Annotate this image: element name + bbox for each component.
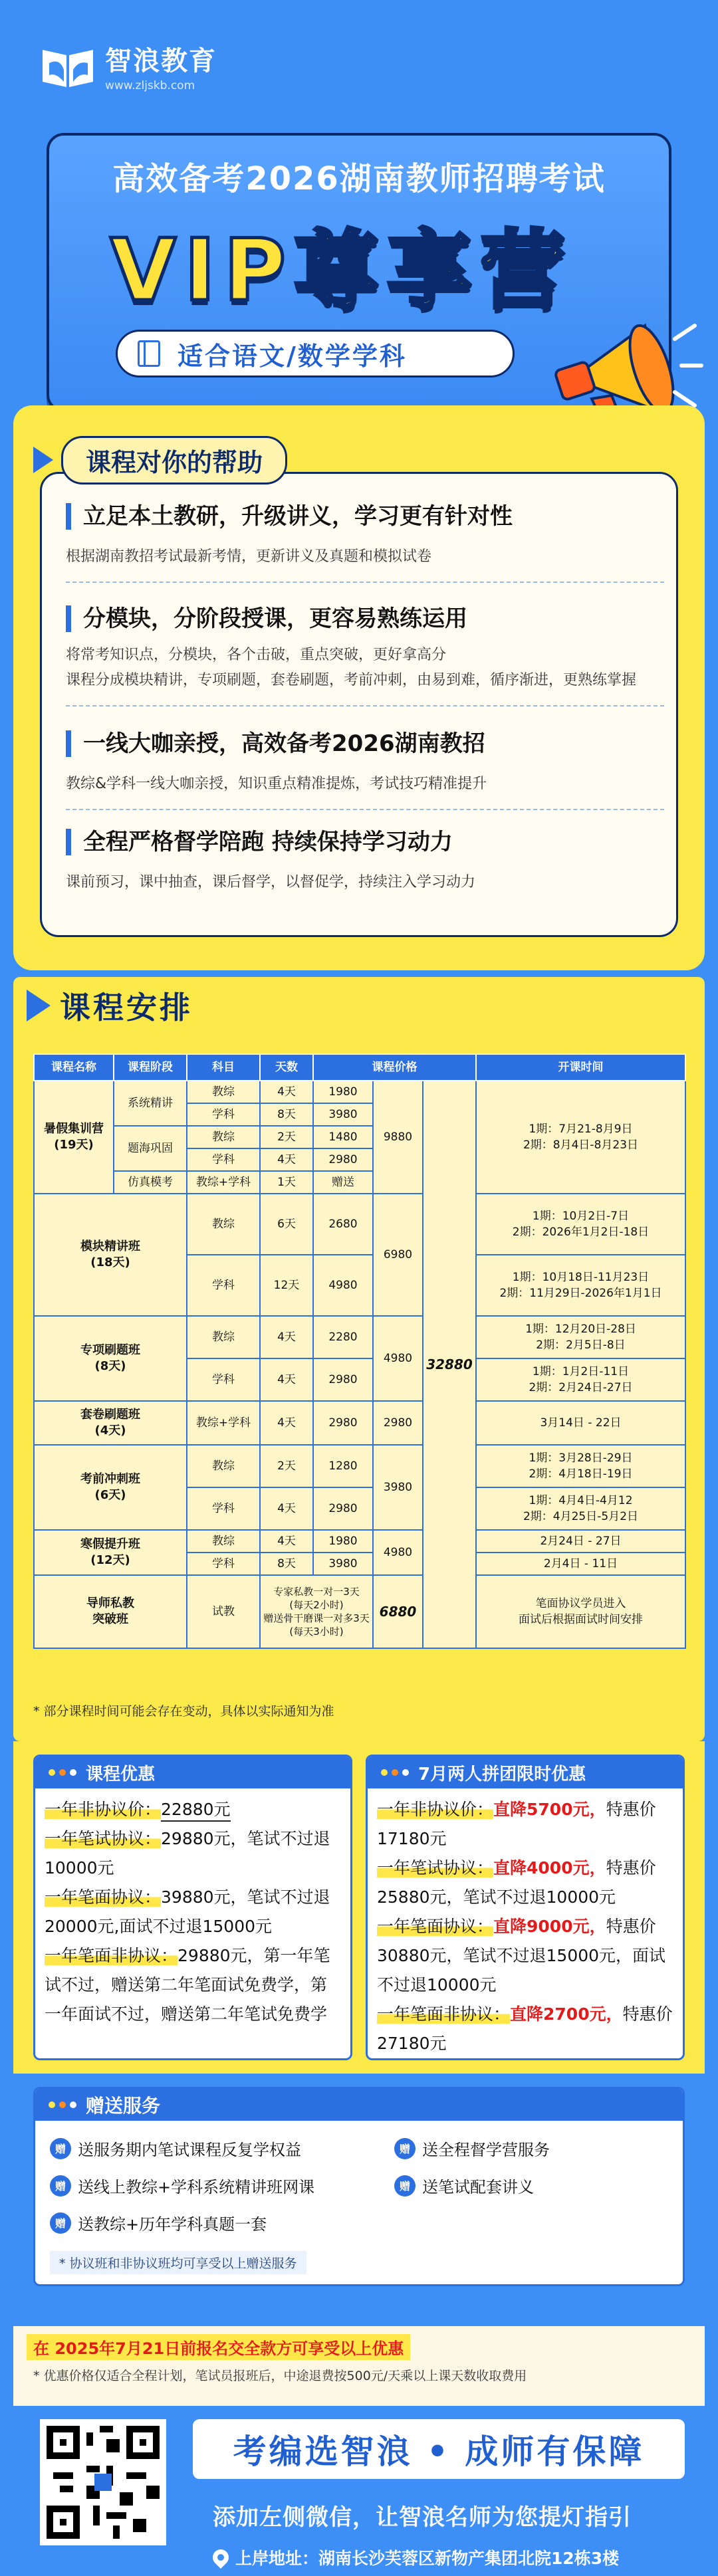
help-item-desc: 课前预习，课中抽查，课后督学，以督促学，持续注入学习动力 <box>66 874 476 891</box>
promo-group-body <box>368 1788 683 2060</box>
subtotal: 2980 <box>373 1401 423 1445</box>
book-icon <box>138 340 160 367</box>
subject-pill <box>116 330 515 377</box>
schedule-section-tag <box>27 984 193 1027</box>
deadline-note: * 优惠价格仅适合全程计划，笔试员报班后，中途退费按500元/天乘以上课天数收取费用 <box>33 2369 527 2383</box>
table-row: 考前冲刺班 (6天) 教综 2天 1280 3980 1期：3月28日-29日 2期：4月18日-19日 <box>34 1445 685 1487</box>
promo-group-title: 7月两人拼团限时优惠 <box>418 1764 586 1784</box>
triangle-icon <box>27 990 51 1021</box>
help-item <box>66 725 664 810</box>
col-header: 天数 <box>260 1054 313 1081</box>
course-time: 1期：7月21-8月9日 2期：8月4日-8月23日 <box>476 1081 685 1194</box>
gift-item: 赠 送笔试配套讲义 <box>394 2174 534 2197</box>
course-time: 1期：10月18日-11月23日 2期：11月29日-2026年1月1日 <box>476 1255 685 1316</box>
table-row: 仿真模考 教综+学科 1天 赠送 <box>34 1171 685 1194</box>
promo-line: 一年笔面协议：39880元，笔试不过退20000元,面试不过退15000元 <box>45 1887 330 1936</box>
course-name: 暑假集训营 (19天) <box>34 1081 114 1194</box>
help-item-desc: 将常考知识点，分模块，各个击破，重点突破，更好拿高分 <box>66 647 447 663</box>
course-time: 1期：3月28日-29日 2期：4月18日-19日 <box>476 1445 685 1487</box>
gift-box <box>33 2087 685 2286</box>
hero-title: VIP尊享营 <box>110 221 574 320</box>
table-row: 专项刷题班 (8天) 教综 4天 2280 4980 1期：12月20日-28日 2期：2月5日-8日 <box>34 1316 685 1358</box>
total-price: 32880 <box>423 1081 476 1648</box>
gift-note: * 协议班和非协议班均可享受以上赠送服务 <box>50 2251 306 2274</box>
wechat-qr-code[interactable] <box>40 2419 166 2545</box>
subtotal: 3980 <box>373 1445 423 1530</box>
course-name: 套卷刷题班 (4天) <box>34 1401 187 1445</box>
course-name: 导师私教 突破班 <box>34 1575 187 1648</box>
help-item <box>66 823 664 895</box>
mentor-price: 6880 <box>373 1575 423 1648</box>
course-time: 3月14日 - 22日 <box>476 1401 685 1445</box>
promo-line: 一年非协议价：22880元 <box>45 1795 341 1824</box>
col-header: 科目 <box>187 1054 260 1081</box>
promo-course-box <box>33 1755 352 2060</box>
table-header-row <box>34 1054 685 1081</box>
location-pin-icon <box>209 2546 232 2569</box>
help-item-desc: 教综&学科一线大咖亲授，知识重点精准提炼，考试技巧精准提升 <box>66 776 487 792</box>
help-section <box>13 405 705 970</box>
help-item <box>66 600 664 706</box>
gift-title: 赠送服务 <box>86 2095 161 2117</box>
course-time: 2月4日 - 11日 <box>476 1553 685 1575</box>
course-time: 1期：4月4日-4月12 2期：4月25日-5月2日 <box>476 1487 685 1530</box>
promo-line: 一年笔试协议：29880元，笔试不过退10000元 <box>45 1829 330 1878</box>
col-header: 课程价格 <box>313 1054 476 1081</box>
slogan-banner: 考编选智浪 • 成师有保障 <box>193 2419 685 2479</box>
table-row: 学科 12天 4980 1期：10月18日-11月23日 2期：11月29日-2026年1月1日 <box>34 1255 685 1316</box>
course-time: 笔面协议学员进入 面试后根据面试时间安排 <box>476 1575 685 1648</box>
gift-icon: 赠 <box>50 2175 71 2197</box>
subtotal: 9880 <box>373 1081 423 1194</box>
course-name: 模块精讲班 (18天) <box>34 1194 187 1316</box>
course-name: 专项刷题班 (8天) <box>34 1316 187 1401</box>
help-section-title: 课程对你的帮助 <box>61 436 287 484</box>
logo-url: www.zljskb.com <box>105 79 195 92</box>
schedule-section-title: 课程安排 <box>60 990 193 1025</box>
subtotal: 4980 <box>373 1316 423 1401</box>
dots-icon <box>49 1769 76 1776</box>
course-time: 1期：10月2日-7日 2期：2026年1月2日-18日 <box>476 1194 685 1255</box>
promo-line: 一年笔面非协议：29880元，第一年笔试不过，赠送第二年笔面试免费学，第一年面试不过，赠送第二年笔试免费学 <box>45 1946 330 2024</box>
gift-icon: 赠 <box>50 2138 71 2159</box>
table-row: 学科 8天 3980 2月4日 - 11日 <box>34 1553 685 1575</box>
gift-item: 赠 送全程督学营服务 <box>394 2137 550 2160</box>
triangle-icon <box>33 447 53 473</box>
promo-line: 一年笔试协议：直降4000元，特惠价25880元，笔试不过退10000元 <box>377 1858 656 1907</box>
table-row: 寒假提升班 (12天) 教综 4天 1980 4980 2月24日 - 27日 <box>34 1530 685 1553</box>
help-item-desc: 根据湖南教招考试最新考情，更新讲义及真题和模拟试卷 <box>66 548 432 565</box>
brand-logo <box>40 40 217 92</box>
help-item-title: 一线大咖亲授，高效备考2026湖南教招 <box>83 730 485 757</box>
hero-subtitle: 高效备考2026湖南教师招聘考试 <box>112 160 606 197</box>
gift-icon: 赠 <box>50 2212 71 2234</box>
gift-item: 赠 送线上教综+学科系统精讲班网课 <box>50 2174 314 2197</box>
subject-text: 适合语文/数学学科 <box>178 341 407 371</box>
help-card <box>40 472 678 937</box>
course-time: 1期：12月20日-28日 2期：2月5日-8日 <box>476 1316 685 1358</box>
course-name: 寒假提升班 (12天) <box>34 1530 187 1575</box>
promo-group-box <box>366 1755 685 2060</box>
dots-icon <box>381 1769 409 1776</box>
table-row: 题海巩固 教综 2天 1480 <box>34 1126 685 1148</box>
promo-course-title: 课程优惠 <box>86 1764 156 1784</box>
logo-name: 智浪教育 <box>105 46 217 76</box>
promo-line: 一年笔面协议：直降9000元，特惠价30880元，笔试不过退15000元，面试不过退10000元 <box>377 1917 666 1994</box>
help-item-title: 立足本土教研，升级讲义，学习更有针对性 <box>83 503 513 530</box>
promo-group-head <box>368 1757 683 1788</box>
help-item-title: 全程严格督学陪跑 持续保持学习动力 <box>83 829 453 855</box>
promo-course-head <box>35 1757 350 1788</box>
address-text: 上岸地址：湖南长沙芙蓉区新物产集团北院12栋3楼 <box>235 2549 620 2568</box>
help-item <box>66 498 664 583</box>
help-item-title: 分模块，分阶段授课，更容易熟练运用 <box>83 605 467 632</box>
gift-icon: 赠 <box>394 2175 416 2197</box>
table-row: 暑假集训营 (19天) 系统精讲 教综 4天 1980 9880 32880 1期：7月21-8月9日 2期：8月4日-8月23日 <box>34 1081 685 1103</box>
promo-line: 一年笔面非协议：直降2700元，特惠价27180元 <box>377 2004 673 2053</box>
course-stage: 题海巩固 <box>114 1126 187 1171</box>
mentor-detail: 专家私教一对一3天 (每天2小时) 赠送骨干磨课一对多3天 (每天3小时) <box>260 1575 373 1648</box>
gift-item: 赠 送服务期内笔试课程反复学权益 <box>50 2137 301 2160</box>
course-stage: 系统精讲 <box>114 1081 187 1126</box>
col-header: 课程名称 <box>34 1054 114 1081</box>
gift-head <box>35 2089 683 2121</box>
deadline-text: 在 2025年7月21日前报名交全款方可享受以上优惠 <box>27 2334 410 2360</box>
schedule-note: * 部分课程时间可能会存在变动，具体以实际通知为准 <box>33 1704 334 1719</box>
dots-icon <box>49 2101 76 2108</box>
help-section-tag <box>33 439 287 481</box>
logo-book-icon <box>40 43 96 90</box>
table-row: 学科 4天 2980 1期：4月4日-4月12 2期：4月25日-5月2日 <box>34 1487 685 1530</box>
col-header: 开课时间 <box>476 1054 685 1081</box>
col-header: 课程阶段 <box>114 1054 187 1081</box>
course-name: 考前冲刺班 (6天) <box>34 1445 187 1530</box>
promo-course-body <box>35 1788 350 2036</box>
table-row: 套卷刷题班 (4天) 教综+学科 4天 2980 2980 3月14日 - 22日 <box>34 1401 685 1445</box>
subtotal: 4980 <box>373 1530 423 1575</box>
course-time: 1期：1月2日-11日 2期：2月24日-27日 <box>476 1358 685 1401</box>
gift-item: 赠 送教综+历年学科真题一套 <box>50 2211 267 2234</box>
gift-icon: 赠 <box>394 2138 416 2159</box>
table-row: 导师私教 突破班 试教 专家私教一对一3天 (每天2小时) 赠送骨干磨课一对多3天 (每天3小时) 6880 笔面协议学员进入 面试后根据面试时间安排 <box>34 1575 685 1648</box>
course-time: 2月24日 - 27日 <box>476 1530 685 1553</box>
subtotal: 6980 <box>373 1194 423 1316</box>
promo-line: 一年非协议价：直降5700元，特惠价17180元 <box>377 1800 656 1848</box>
address-line <box>213 2545 619 2569</box>
table-row: 学科 4天 2980 1期：1月2日-11日 2期：2月24日-27日 <box>34 1358 685 1401</box>
help-item-desc: 课程分成模块精讲，专项刷题，套卷刷题，考前冲刺，由易到难，循序渐进，更熟练掌握 <box>66 672 637 689</box>
course-stage: 仿真模考 <box>114 1171 187 1194</box>
schedule-table <box>33 1053 686 1649</box>
wechat-prompt: 添加左侧微信，让智浪名师为您提灯指引 <box>213 2504 632 2531</box>
table-row: 学科 8天 3980 <box>34 1103 685 1126</box>
table-row: 模块精讲班 (18天) 教综 6天 2680 6980 1期：10月2日-7日 2期：2026年1月2日-18日 <box>34 1194 685 1255</box>
table-row: 学科 4天 2980 <box>34 1148 685 1171</box>
